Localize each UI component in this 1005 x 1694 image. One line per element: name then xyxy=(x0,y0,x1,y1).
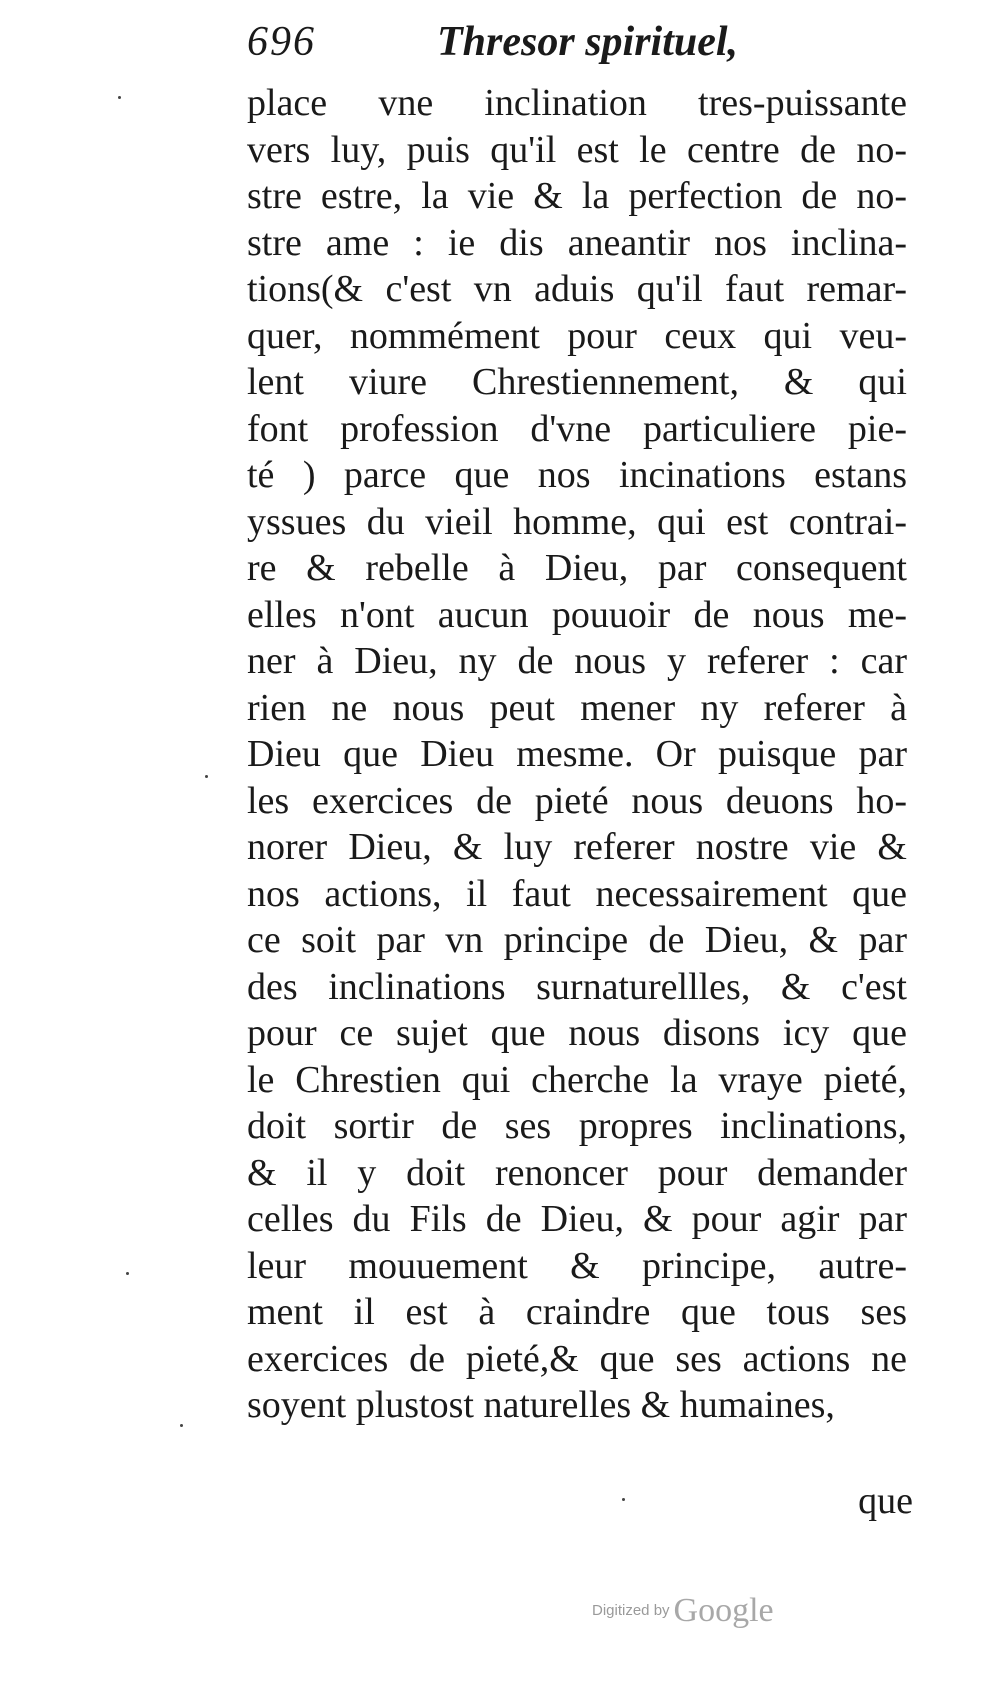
digitized-label: Digitized by xyxy=(592,1602,670,1619)
scan-speck xyxy=(622,1498,625,1501)
text-line: font profession d'vne particuliere pie- xyxy=(247,407,907,450)
page-header xyxy=(247,18,887,78)
text-line: norer Dieu, & luy referer nostre vie & xyxy=(247,826,907,868)
text-line: rien ne nous peut mener ny referer à xyxy=(247,686,907,729)
text-line: exercices de pieté,& que ses actions ne xyxy=(247,1337,907,1380)
text-line: tions(& c'est vn aduis qu'il faut remar- xyxy=(247,268,907,310)
text-line: té ) parce que nos incinations estans xyxy=(247,454,907,496)
text-line: & il y doit renoncer pour demander xyxy=(247,1151,907,1194)
text-line: yssues du vieil homme, qui est contrai- xyxy=(247,500,907,543)
text-line: ce soit par vn principe de Dieu, & par xyxy=(247,919,907,961)
text-line: le Chrestien qui cherche la vraye pieté, xyxy=(247,1058,907,1101)
text-line: vers luy, puis qu'il est le centre de no- xyxy=(247,128,907,171)
text-line: ment il est à craindre que tous ses xyxy=(247,1291,907,1333)
text-line: place vne inclination tres-puissante xyxy=(247,82,907,124)
text-line: doit sortir de ses propres inclinations, xyxy=(247,1105,907,1147)
text-line: nos actions, il faut necessairement que xyxy=(247,872,907,915)
text-line: ner à Dieu, ny de nous y referer : car xyxy=(247,640,907,682)
scan-speck xyxy=(205,775,208,778)
text-line: stre ame : ie dis aneantir nos inclina- xyxy=(247,221,907,264)
text-line: lent viure Chrestiennement, & qui xyxy=(247,361,907,403)
text-line: Dieu que Dieu mesme. Or puisque par xyxy=(247,733,907,775)
digitized-by-google-watermark xyxy=(592,1592,774,1630)
google-logo: Google xyxy=(673,1592,774,1629)
text-line: des inclinations surnaturellles, & c'est xyxy=(247,965,907,1008)
text-line: stre estre, la vie & la perfection de no- xyxy=(247,175,907,217)
scan-speck xyxy=(180,1424,183,1427)
text-line: leur mouuement & principe, autre- xyxy=(247,1244,907,1287)
running-title: Thresor spirituel, xyxy=(437,19,739,65)
scan-speck xyxy=(126,1272,129,1275)
text-line: quer, nommément pour ceux qui veu- xyxy=(247,314,907,357)
text-line: soyent plustost naturelles & humaines, xyxy=(247,1384,835,1426)
body-text xyxy=(247,80,907,1429)
catchword: que xyxy=(858,1480,913,1522)
page-number: 696 xyxy=(247,19,316,65)
text-line: elles n'ont aucun pouuoir de nous me- xyxy=(247,593,907,636)
text-line: celles du Fils de Dieu, & pour agir par xyxy=(247,1198,907,1240)
scan-speck xyxy=(118,96,121,99)
text-line: les exercices de pieté nous deuons ho- xyxy=(247,779,907,822)
text-line: re & rebelle à Dieu, par consequent xyxy=(247,547,907,589)
text-line: pour ce sujet que nous disons icy que xyxy=(247,1012,907,1054)
